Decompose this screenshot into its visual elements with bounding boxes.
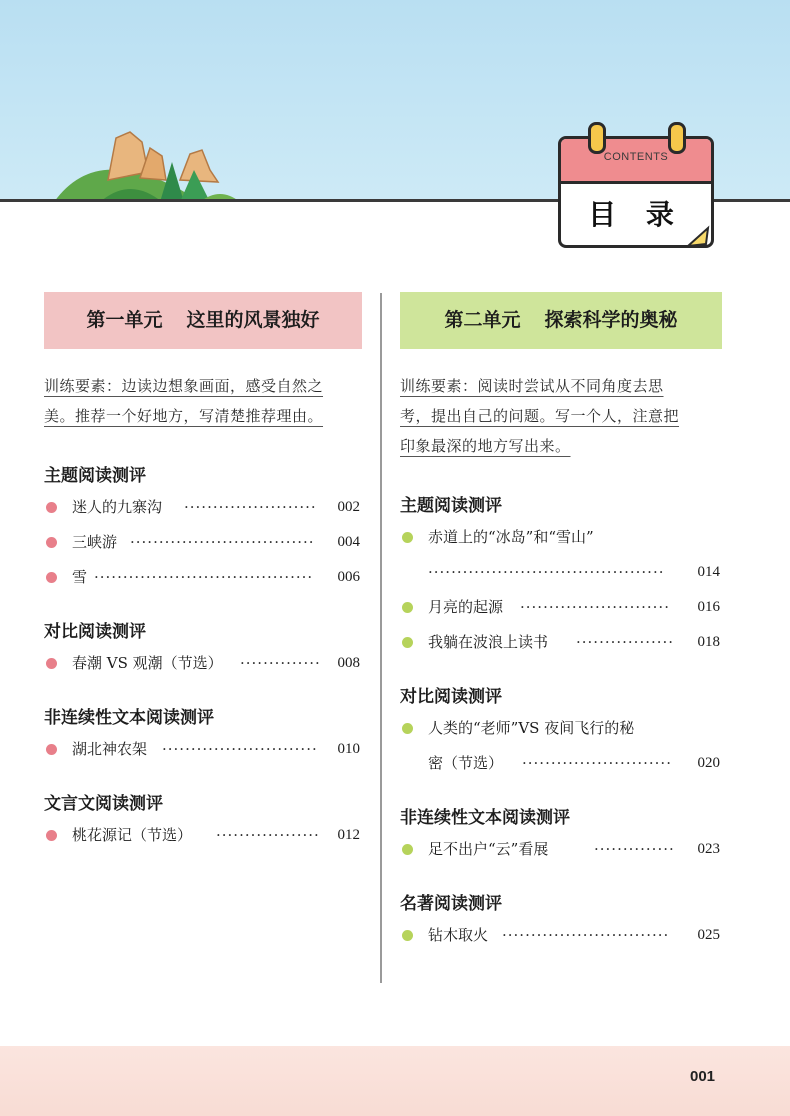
leader-dots: ··························: [520, 598, 670, 616]
page-number: 016: [697, 599, 720, 615]
entry-title: 月亮的起源: [428, 598, 504, 616]
page-number: 010: [337, 741, 360, 757]
toc-entry[interactable]: [400, 625, 722, 660]
toc-entry-continuation[interactable]: [400, 555, 722, 590]
bullet-dot: [402, 723, 413, 734]
unit-two-banner: [400, 292, 722, 349]
requirement-line: 训练要素：边读边想象画面，感受自然之: [44, 377, 324, 395]
toc-entry-continuation[interactable]: [400, 746, 722, 781]
entry-title: 钻木取火: [428, 926, 489, 944]
toc-entry[interactable]: [400, 711, 722, 746]
page-title: 目 录: [588, 198, 684, 231]
section-title: 非连续性文本阅读测评: [400, 808, 570, 828]
section-title: 主题阅读测评: [44, 466, 146, 486]
entry-title: 雪: [72, 568, 88, 586]
training-requirement: [400, 371, 722, 461]
toc-entry[interactable]: [44, 560, 362, 595]
leader-dots: ·······················: [184, 498, 317, 516]
contents-label: CONTENTS: [603, 151, 669, 163]
bullet-dot: [46, 830, 57, 841]
section-title: 非连续性文本阅读测评: [44, 708, 214, 728]
entry-title: 湖北神农架: [72, 740, 148, 758]
entry-title: 我躺在波浪上读书: [428, 633, 549, 651]
entry-title: 三峡游: [72, 533, 118, 551]
toc-entry[interactable]: [400, 520, 722, 555]
bullet-dot: [402, 602, 413, 613]
footer-page-number: 001: [690, 1068, 716, 1085]
unit-name: 探索科学的奥秘: [544, 309, 678, 331]
entry-title: 赤道上的“冰岛”和“雪山”: [428, 528, 594, 546]
leader-dots: ··················: [216, 826, 320, 844]
leader-dots: ·················: [576, 633, 675, 651]
bullet-dot: [46, 537, 57, 548]
toc-entry[interactable]: [44, 732, 362, 767]
page-number: 018: [697, 634, 720, 650]
column-divider: [380, 293, 382, 983]
page-number: 014: [697, 564, 720, 580]
requirement-line: 考，提出自己的问题。写一个人，注意把: [400, 407, 680, 425]
section-title: 主题阅读测评: [400, 496, 502, 516]
requirement-line: 美。推荐一个好地方，写清楚推荐理由。: [44, 407, 324, 425]
leader-dots: ································: [130, 533, 315, 551]
leader-dots: ·········································: [428, 563, 665, 581]
mountain-illustration: [50, 120, 240, 202]
unit-one-banner: [44, 292, 362, 349]
leader-dots: ···························: [162, 740, 318, 758]
page-number: 023: [697, 841, 720, 857]
bullet-dot: [402, 532, 413, 543]
entry-title: 足不出户“云”看展: [428, 840, 549, 858]
unit-number: 第一单元: [86, 309, 163, 331]
page-number: 004: [337, 534, 360, 550]
contents-calendar-badge: [558, 122, 714, 248]
page-number: 006: [337, 569, 360, 585]
bullet-dot: [46, 658, 57, 669]
toc-entry[interactable]: [44, 818, 362, 853]
page-curl-icon: [686, 224, 712, 248]
bullet-dot: [46, 572, 57, 583]
toc-entry[interactable]: [44, 490, 362, 525]
page-number: 025: [697, 927, 720, 943]
unit-number: 第二单元: [444, 309, 521, 331]
leader-dots: ··············: [240, 654, 321, 672]
page-number: 012: [337, 827, 360, 843]
bullet-dot: [402, 844, 413, 855]
calendar-ring-left: [588, 122, 606, 154]
requirement-line: 训练要素：阅读时尝试从不同角度去思: [400, 377, 664, 395]
section-title: 对比阅读测评: [400, 687, 502, 707]
toc-entry[interactable]: [400, 590, 722, 625]
requirement-line: 印象最深的地方写出来。: [400, 437, 571, 455]
entry-title: 人类的“老师”VS 夜间飞行的秘: [428, 719, 635, 737]
toc-entry[interactable]: [400, 918, 722, 953]
bullet-dot: [402, 930, 413, 941]
section-title: 名著阅读测评: [400, 894, 502, 914]
page-number: 020: [697, 755, 720, 771]
bullet-dot: [402, 637, 413, 648]
page-number: 002: [337, 499, 360, 515]
page-number: 008: [337, 655, 360, 671]
leader-dots: ··························: [522, 754, 672, 772]
unit-two-column: [400, 292, 722, 953]
section-title: 对比阅读测评: [44, 622, 146, 642]
entry-title: 春潮 VS 观潮（节选）: [72, 654, 223, 672]
bullet-dot: [46, 502, 57, 513]
leader-dots: ·····························: [502, 926, 670, 944]
toc-entry[interactable]: [400, 832, 722, 867]
entry-title-continued: 密（节选）: [428, 754, 504, 772]
entry-title: 迷人的九寨沟: [72, 498, 163, 516]
toc-entry[interactable]: [44, 646, 362, 681]
toc-entry[interactable]: [44, 525, 362, 560]
footer-band: [0, 1046, 790, 1116]
bullet-dot: [46, 744, 57, 755]
unit-one-column: [44, 292, 362, 853]
section-title: 文言文阅读测评: [44, 794, 163, 814]
entry-title: 桃花源记（节选）: [72, 826, 193, 844]
leader-dots: ··············: [594, 840, 675, 858]
unit-name: 这里的风景独好: [186, 309, 320, 331]
calendar-ring-right: [668, 122, 686, 154]
training-requirement: [44, 371, 362, 431]
leader-dots: ······································: [94, 568, 314, 586]
